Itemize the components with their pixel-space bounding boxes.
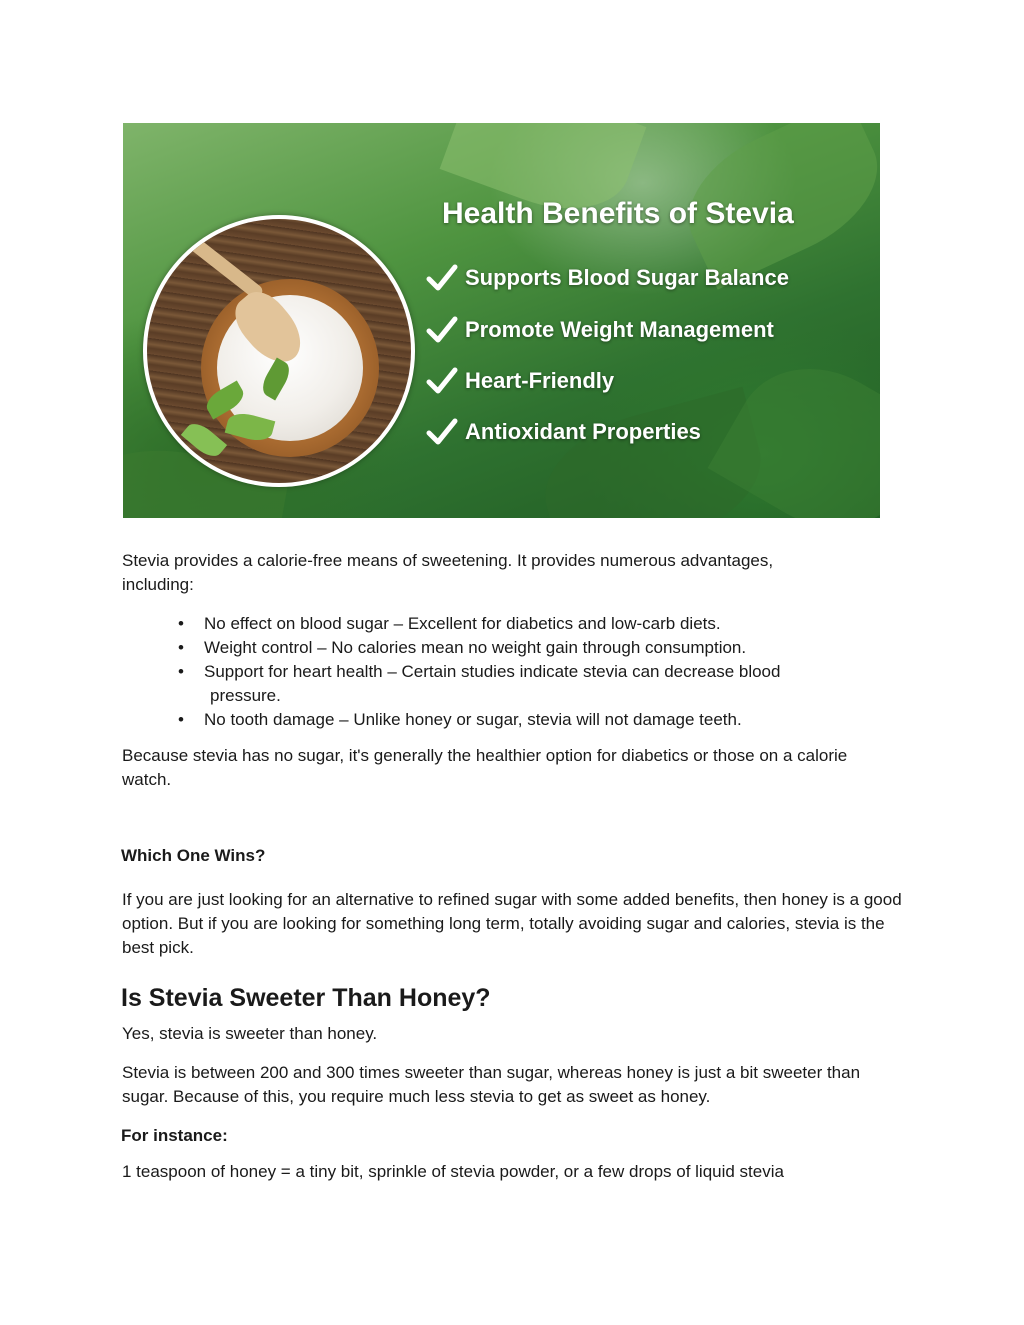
list-item-text: No effect on blood sugar – Excellent for diabetics and low-carb diets. [204, 614, 721, 633]
which-one-wins-heading: Which One Wins? [121, 846, 266, 865]
list-item [178, 708, 858, 732]
bullet-icon: • [178, 710, 184, 729]
for-instance-heading: For instance: [121, 1126, 228, 1145]
checkmark-icon [425, 364, 459, 398]
list-item [178, 612, 858, 636]
benefit-item [425, 313, 774, 347]
bullet-icon: • [178, 614, 184, 633]
checkmark-icon [425, 415, 459, 449]
benefit-label: Antioxidant Properties [465, 419, 701, 444]
benefit-label: Promote Weight Management [465, 317, 774, 342]
example-paragraph: 1 teaspoon of honey = a tiny bit, sprinkle of stevia powder, or a few drops of liquid stevia [122, 1162, 784, 1181]
stevia-powder-bowl-image [143, 215, 415, 487]
benefit-item [425, 364, 614, 398]
answer-paragraph: Yes, stevia is sweeter than honey. [122, 1024, 378, 1043]
list-item [178, 636, 858, 660]
section-heading: Is Stevia Sweeter Than Honey? [121, 984, 491, 1012]
checkmark-icon [425, 261, 459, 295]
bullet-icon: • [178, 662, 184, 681]
list-item-text-continued: pressure. [210, 686, 281, 705]
benefit-item [425, 261, 789, 295]
stevia-benefits-banner [123, 123, 880, 518]
benefit-label: Heart-Friendly [465, 368, 615, 393]
list-item-text: Support for heart health – Certain studies indicate stevia can decrease blood [204, 662, 781, 681]
list-item-text: No tooth damage – Unlike honey or sugar, stevia will not damage teeth. [204, 710, 742, 729]
checkmark-icon [425, 313, 459, 347]
verdict-paragraph: If you are just looking for an alternative to refined sugar with some added benefits, then honey is a good option. But if you are looking for something long term, totally avoiding sugar and calories, stevia is the best pick. [122, 890, 902, 957]
list-item-text: Weight control – No calories mean no weight gain through consumption. [204, 638, 747, 657]
benefit-label: Supports Blood Sugar Balance [465, 265, 789, 290]
benefit-item [425, 415, 701, 449]
list-item [178, 660, 858, 708]
scoop-handle [181, 231, 265, 301]
bullet-icon: • [178, 638, 184, 657]
summary-paragraph: Because stevia has no sugar, it's generally the healthier option for diabetics or those on a calorie watch. [122, 746, 848, 789]
sweetness-paragraph: Stevia is between 200 and 300 times sweeter than sugar, whereas honey is just a bit sweeter than sugar. Because of this, you require much less stevia to get as sweet as honey. [122, 1063, 861, 1106]
intro-paragraph: Stevia provides a calorie-free means of sweetening. It provides numerous advantages, including: [122, 551, 774, 594]
advantages-list [178, 612, 858, 732]
banner-title: Health Benefits of Stevia [442, 197, 794, 230]
